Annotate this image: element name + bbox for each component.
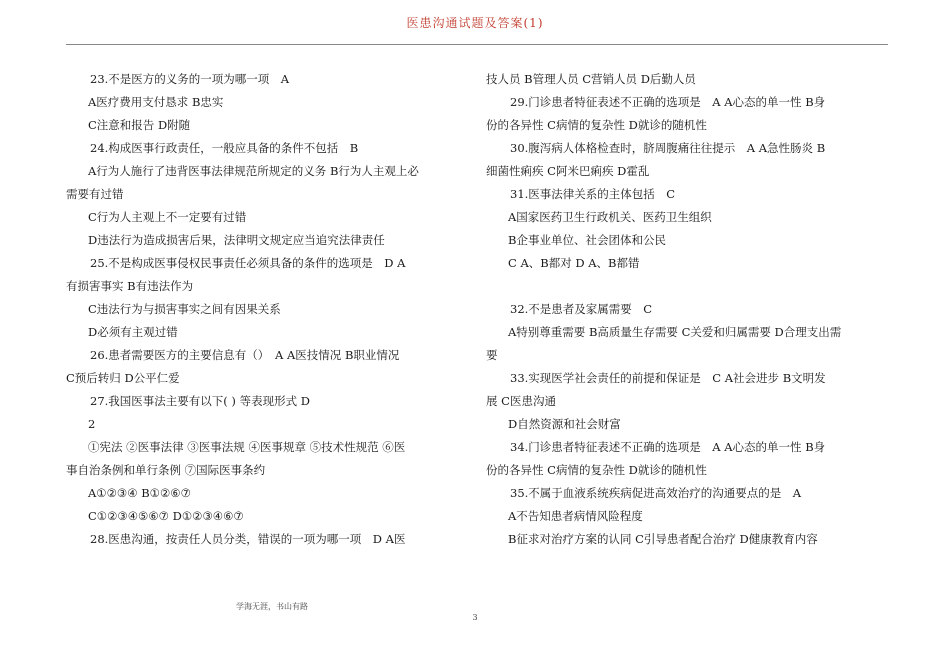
footer-note: 学海无涯，书山有路 [236,602,308,611]
text-line: 26.患者需要医方的主要信息有（） A A医技情况 B职业情况 [90,348,400,362]
text-line: B企事业单位、社会团体和公民 [508,233,666,247]
text-line: 23.不是医方的义务的一项为哪一项 A [90,72,290,86]
text-line: 细菌性痢疾 C阿米巴痢疾 D霍乱 [486,164,650,178]
text-line: A行为人施行了违背医事法律规范所规定的义务 B行为人主观上必 [88,164,419,178]
left-column [66,72,466,555]
text-line: 2 [88,417,96,431]
text-line: A国家医药卫生行政机关、医药卫生组织 [508,210,712,224]
text-line [486,279,886,294]
text-line: 33.实现医学社会责任的前提和保证是 C A社会进步 B文明发 [510,371,826,385]
text-line: 35.不属于血液系统疾病促进高效治疗的沟通要点的是 A [510,486,802,500]
text-line: C注意和报告 D附随 [88,118,191,132]
text-line: 要 [486,348,498,362]
text-line: 技人员 B管理人员 C营销人员 D后勤人员 [486,72,696,86]
text-line: D必须有主观过错 [88,325,178,339]
text-line: B征求对治疗方案的认同 C引导患者配合治疗 D健康教育内容 [508,532,818,546]
text-line: 展 C医患沟通 [486,394,556,408]
text-line: 34.门诊患者特征表述不正确的选项是 A A心态的单一性 B身 [510,440,826,454]
text-line: 30.腹泻病人体格检查时，脐周腹痛往往提示 A A急性肠炎 B [510,141,826,155]
text-line: 需要有过错 [66,187,124,201]
text-line: A不告知患者病情风险程度 [508,509,643,523]
right-column [486,72,886,555]
text-line: 24.构成医事行政责任，一般应具备的条件不包括 B [90,141,359,155]
text-line: 31.医事法律关系的主体包括 C [510,187,676,201]
text-line: 份的各异性 C病情的复杂性 D就诊的随机性 [486,463,707,477]
text-line: 份的各异性 C病情的复杂性 D就诊的随机性 [486,118,707,132]
text-line: 25.不是构成医事侵权民事责任必须具备的条件的选项是 D A [90,256,406,270]
text-line: C行为人主观上不一定要有过错 [88,210,247,224]
text-line: A特别尊重需要 B高质量生存需要 C关爱和归属需要 D合理支出需 [508,325,842,339]
text-line: 27.我国医事法主要有以下( ) 等表现形式 D [90,394,310,408]
document-title: 医患沟通试题及答案(1) [406,16,544,30]
text-line: 29.门诊患者特征表述不正确的选项是 A A心态的单一性 B身 [510,95,826,109]
text-line: A医疗费用支付恳求 B忠实 [88,95,224,109]
text-line: C违法行为与损害事实之间有因果关系 [88,302,281,316]
text-line: 有损害事实 B有违法作为 [66,279,194,293]
header-divider [66,44,888,45]
text-line: C①②③④⑤⑥⑦ D①②③④⑥⑦ [88,509,244,523]
text-line: 事自治条例和单行条例 ⑦国际医事条约 [66,463,266,477]
text-line: 32.不是患者及家属需要 C [510,302,653,316]
text-line: C A、B都对 D A、B都错 [508,256,640,270]
text-line: A①②③④ B①②⑥⑦ [88,486,191,500]
text-line: D自然资源和社会财富 [508,417,621,431]
text-line: D违法行为造成损害后果，法律明文规定应当追究法律责任 [88,233,385,247]
text-line: ①宪法 ②医事法律 ③医事法规 ④医事规章 ⑤技术性规范 ⑥医 [88,440,406,454]
page-number: 3 [472,613,478,622]
text-line: C预后转归 D公平仁爱 [66,371,180,385]
text-line: 28.医患沟通，按责任人员分类，错误的一项为哪一项 D A医 [90,532,406,546]
